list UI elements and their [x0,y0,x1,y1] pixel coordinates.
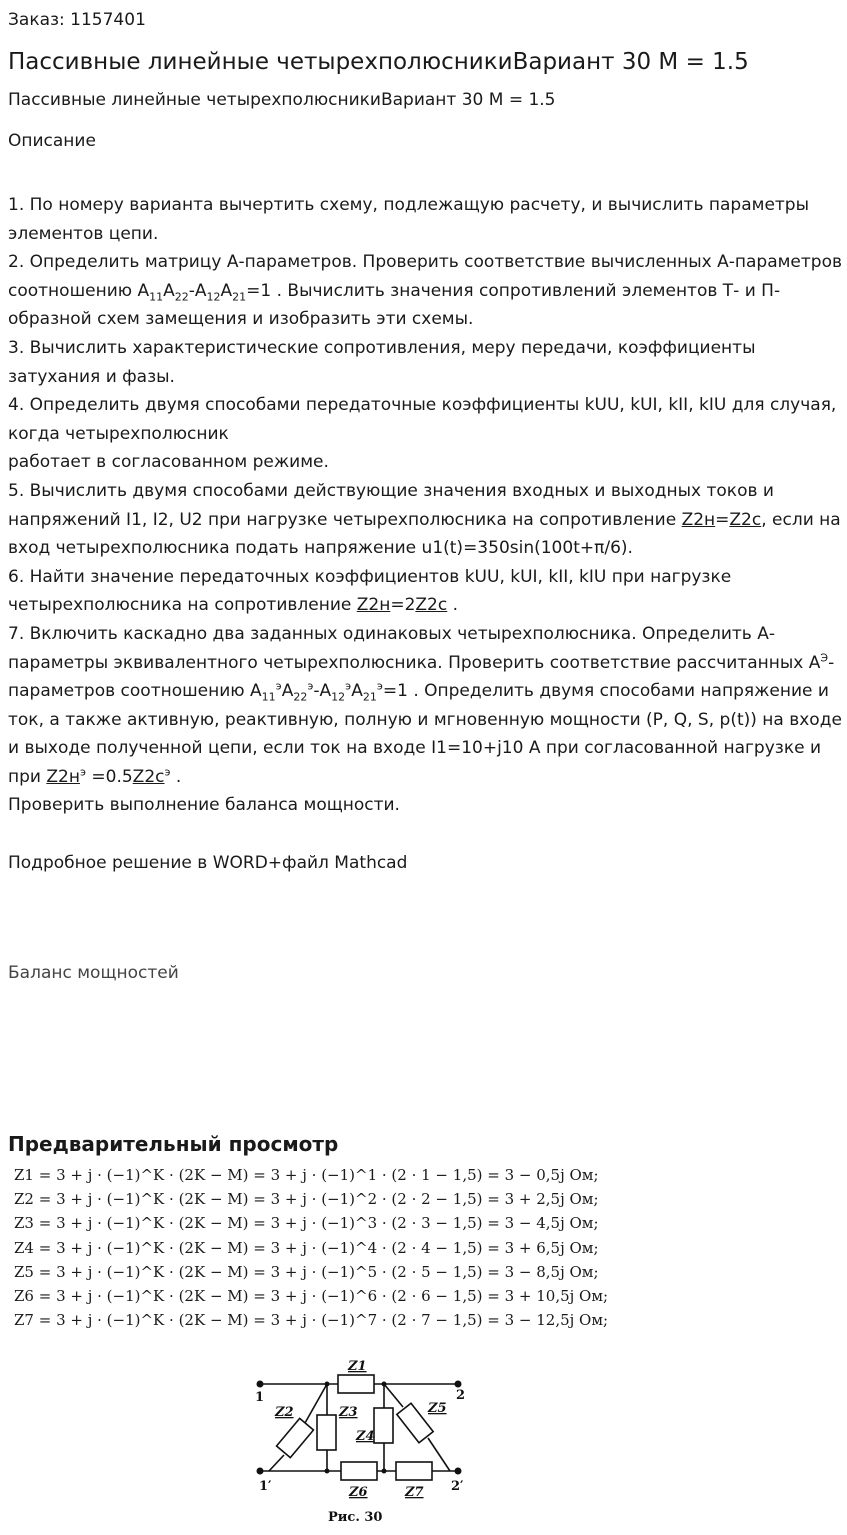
node-dot [382,1469,387,1474]
label-z1: Z1 [348,1359,367,1374]
label-z6: Z6 [349,1485,368,1500]
terminal-1p-dot [257,1468,264,1475]
resistor-z6 [341,1462,377,1480]
task-4-cont: работает в согласованном режиме. [8,452,329,473]
formula-line: Z1 = 3 + j · (−1)^K · (2K − M) = 3 + j · (−1)^1 · (2 · 1 − 1,5) = 3 − 0,5j Ом; [14,1166,599,1184]
figure-caption: Рис. 30 [328,1510,383,1525]
formula-line: Z7 = 3 + j · (−1)^K · (2K − M) = 3 + j · (−1)^7 · (2 · 7 − 1,5) = 3 − 12,5j Ом; [14,1311,609,1330]
balance-link[interactable]: Баланс мощностей [8,963,179,983]
solution-note: Подробное решение в WORD+файл Mathcad [8,852,408,873]
order-number: Заказ: 1157401 [8,10,146,30]
resistor-z2 [277,1418,314,1457]
label-z2: Z2 [275,1405,294,1420]
description-label: Описание [8,131,96,151]
task-list [8,191,846,877]
task-7-cont: Проверить выполнение баланса мощности. [8,795,400,816]
terminal-2p-label: 2′ [451,1479,464,1494]
preview-title: Предварительный просмотр [8,1132,339,1156]
node-dot [325,1469,330,1474]
label-z4: Z4 [356,1429,375,1444]
resistor-z1 [338,1375,374,1393]
task-4: 4. Определить двумя способами передаточные коэффициенты kUU, kUI, kII, kIU для случая, когда четырехполюсник [8,395,837,444]
node-dot [325,1382,330,1387]
resistor-z7 [396,1462,432,1480]
formula-line: Z4 = 3 + j · (−1)^K · (2K − M) = 3 + j · (−1)^4 · (2 · 4 − 1,5) = 3 + 6,5j Ом; [14,1238,599,1257]
task-5: 5. Вычислить двумя способами действующие значения входных и выходных токов и напряжений I1, I2, U2 при нагрузке четырехполюсника на сопротивление Z2н=Z2c, если на вход четырехполюсника подать напряжение u1(t)=350sin(100t+π/6). [8,480,841,559]
terminal-1-label: 1 [255,1390,265,1405]
page-subtitle: Пассивные линейные четырехполюсникиВариант 30 М = 1.5 [8,90,556,110]
task-1: 1. По номеру варианта вычертить схему, подлежащую расчету, и вычислить параметры элементов цепи. [8,195,810,244]
resistor-z3 [317,1415,336,1450]
label-z3: Z3 [339,1405,358,1420]
terminal-2-label: 2 [456,1388,466,1403]
task-6: 6. Найти значение передаточных коэффициентов kUU, kUI, kII, kIU при нагрузке четырехполюсника на сопротивление Z2н=2Z2c . [8,566,732,616]
formula-line: Z3 = 3 + j · (−1)^K · (2K − M) = 3 + j · (−1)^3 · (2 · 3 − 1,5) = 3 − 4,5j Ом; [14,1214,599,1233]
terminal-2p-dot [455,1468,462,1475]
label-z7: Z7 [405,1485,424,1500]
terminal-2-dot [455,1381,462,1388]
task-7: 7. Включить каскадно два заданных одинаковых четырехполюсника. Определить А-параметры эквивалентного четырехполюсника. Проверить соответствие рассчитанных $А^Э$-параметров соотношению $А_{11}^эА_{22}^э-А_{12}^эА_{21}^э=1$ . Определить двумя способами напряжение и ток, а также активную, реактивную, полную и мгновенную мощности (P, Q, S, p(t)) на входе и выходе полученной цепи, если ток на входе I1=10+j10 А при согласованной нагрузке и при $Z2н^э =0.5Z2c^э$ . [8,623,842,787]
terminal-1p-label: 1′ [259,1479,272,1494]
resistor-z4 [374,1408,393,1443]
task-3: 3. Вычислить характеристические сопротивления, меру передачи, коэффициенты затухания и фазы. [8,337,756,387]
node-dot [382,1382,387,1387]
formula-line: Z6 = 3 + j · (−1)^K · (2K − M) = 3 + j · (−1)^6 · (2 · 6 − 1,5) = 3 + 10,5j Ом; [14,1287,609,1306]
label-z5: Z5 [428,1401,447,1416]
page-title: Пассивные линейные четырехполюсникиВариант 30 М = 1.5 [8,49,749,75]
terminal-1-dot [257,1381,264,1388]
formula-line: Z5 = 3 + j · (−1)^K · (2K − M) = 3 + j · (−1)^5 · (2 · 5 − 1,5) = 3 − 8,5j Ом; [14,1262,599,1281]
task-2: 2. Определить матрицу А-параметров. Проверить соответствие вычисленных А-параметров соотношению $А_{11}А_{22}-А_{12}А_{21}=1$ . Вычислить значения сопротивлений элементов Т- и П-образной схем замещения и изобразить эти схемы. [8,252,843,330]
formula-line: Z2 = 3 + j · (−1)^K · (2K − M) = 3 + j · (−1)^2 · (2 · 2 − 1,5) = 3 + 2,5j Ом; [14,1190,599,1209]
circuit-diagram [245,1352,485,1532]
preview-formulas [14,1163,614,1332]
